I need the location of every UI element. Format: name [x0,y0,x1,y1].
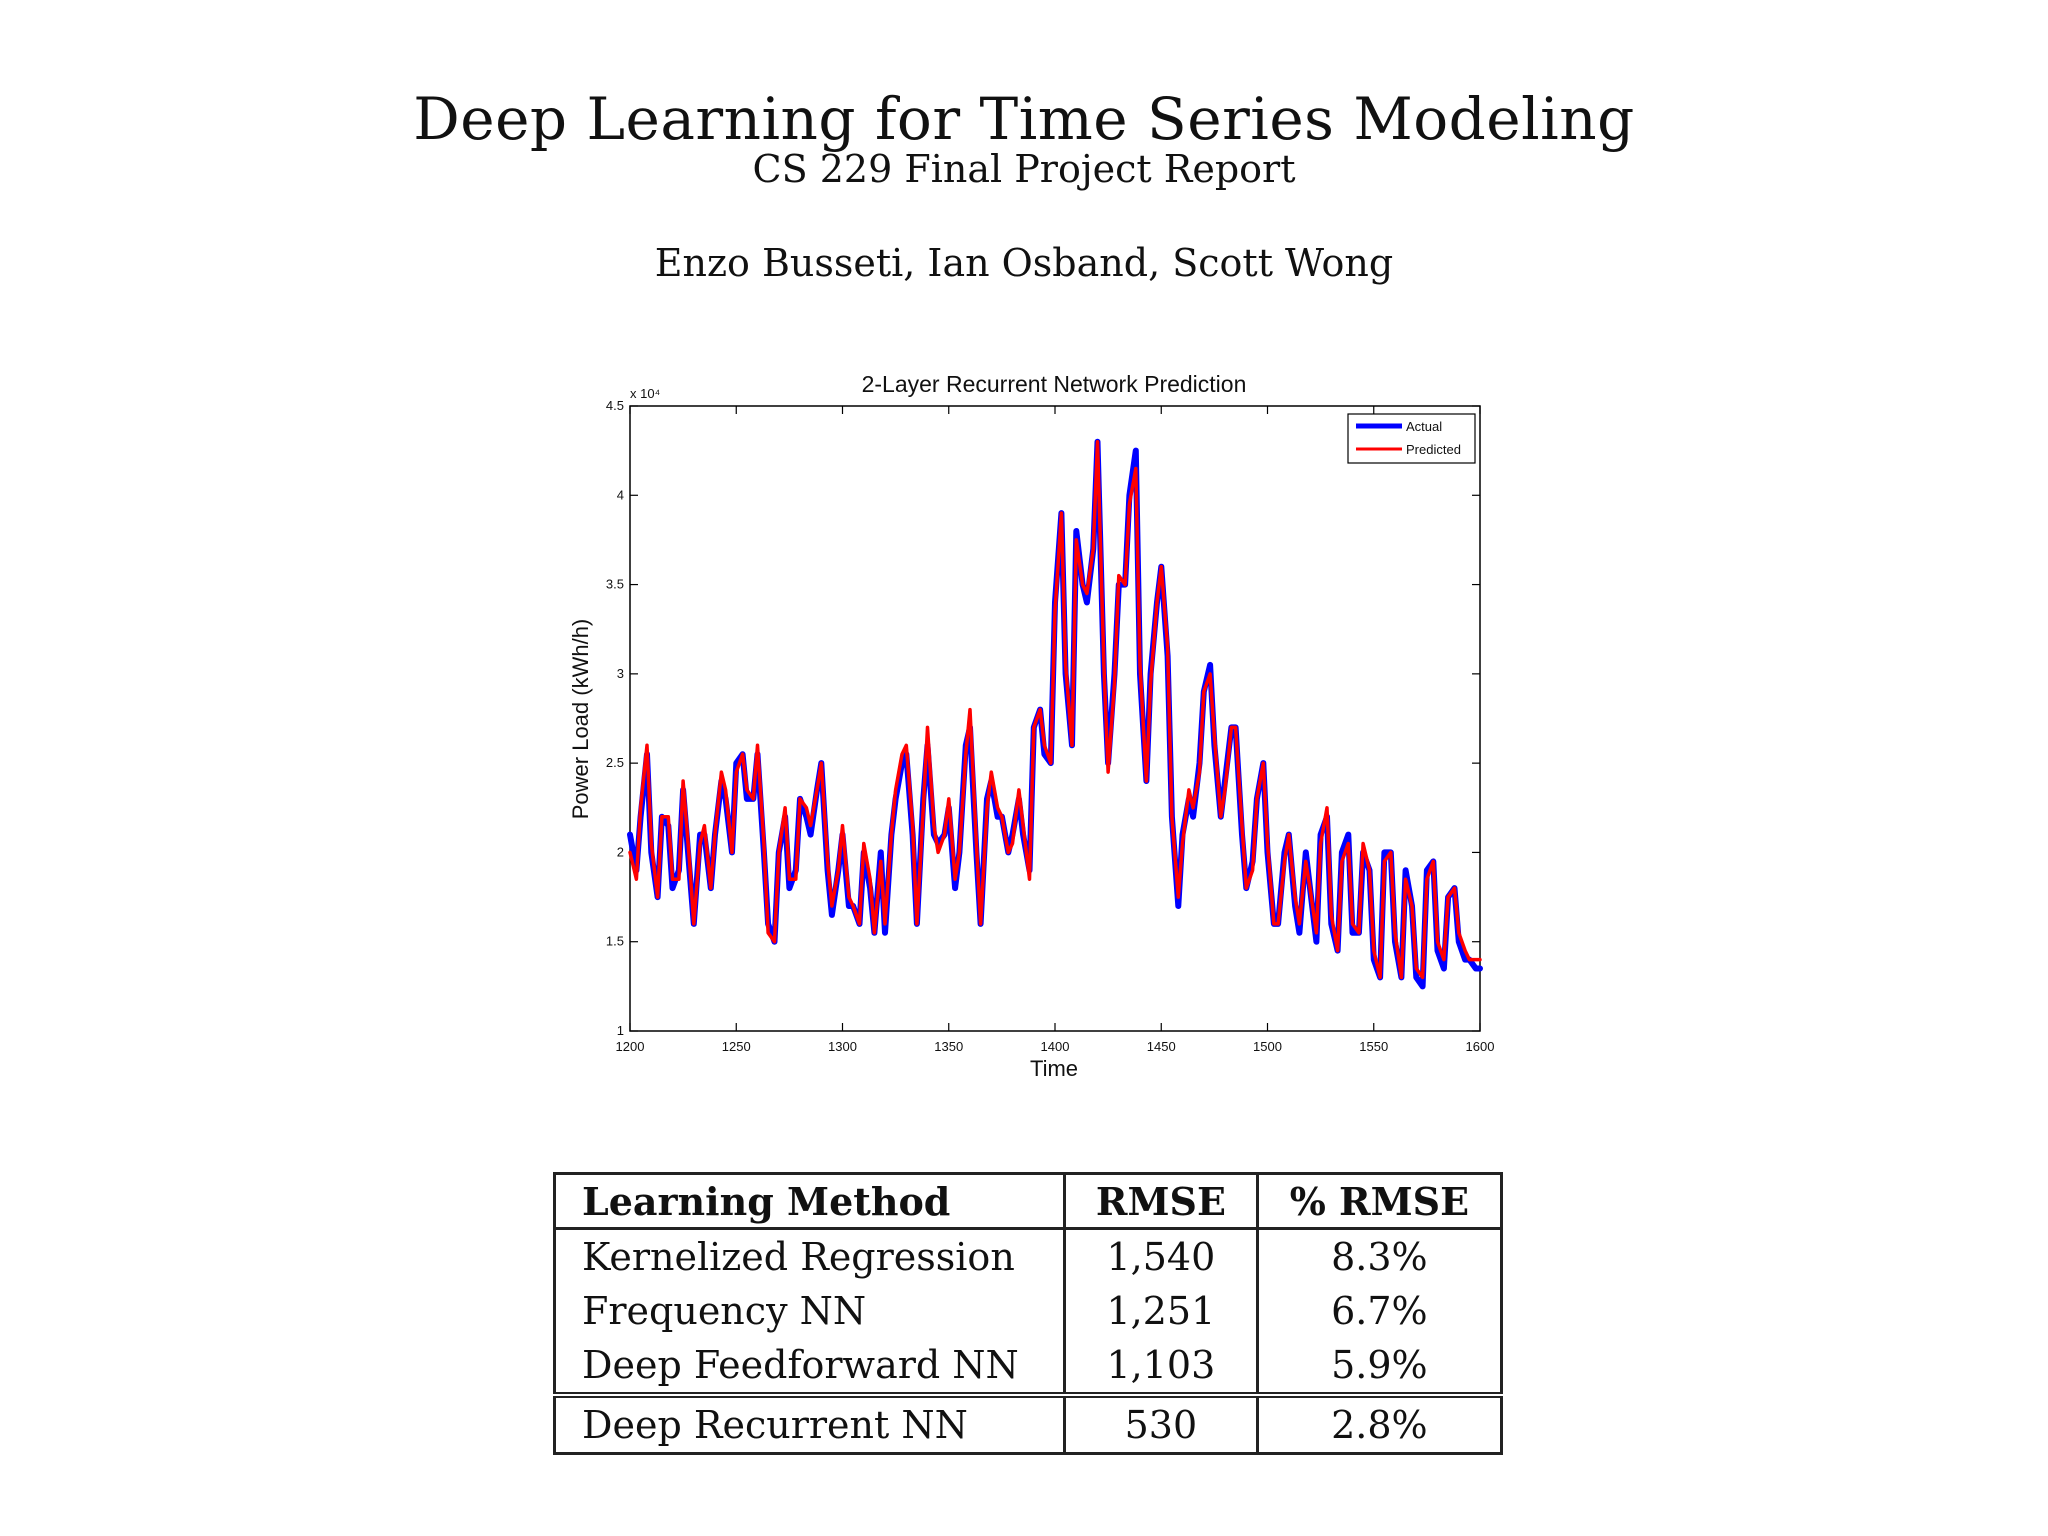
header-rmse: RMSE [1065,1174,1258,1229]
prediction-chart [560,364,1520,1104]
table-row-final [555,1395,1502,1454]
y-tick-label: 2.5 [605,755,624,771]
percent-rmse-cell: 6.7% [1257,1284,1501,1338]
rmse-cell: 1,103 [1065,1338,1258,1395]
y-tick-label: 1 [616,1023,624,1038]
header-percent-rmse: % RMSE [1257,1174,1501,1229]
y-tick-label: 4 [616,487,624,503]
paper-authors: Enzo Busseti, Ian Osband, Scott Wong [654,241,1394,285]
method-cell: Deep Feedforward NN [555,1338,1065,1395]
y-multiplier-label: x 10⁴ [630,386,661,401]
y-axis-label: Power Load (kWh/h) [568,618,593,820]
legend-actual-label: Actual [1406,419,1443,434]
header-learning-method: Learning Method [555,1174,1065,1229]
x-tick-label: 1400 [1040,1039,1070,1054]
table-row [555,1284,1502,1338]
rmse-cell: 1,251 [1065,1284,1258,1338]
y-tick-label: 3.5 [605,576,624,592]
table-row [555,1338,1502,1395]
table-header-row [555,1174,1502,1229]
y-tick-label: 3 [616,665,624,681]
legend-predicted-label: Predicted [1406,442,1461,457]
x-axis-label: Time [1029,1056,1079,1081]
method-cell: Frequency NN [555,1284,1065,1338]
y-tick-label: 2 [616,844,624,860]
rmse-cell: 530 [1065,1395,1258,1454]
percent-rmse-cell: 2.8% [1257,1395,1501,1454]
x-tick-label: 1200 [615,1039,645,1054]
method-cell: Deep Recurrent NN [555,1395,1065,1454]
percent-rmse-cell: 5.9% [1257,1338,1501,1395]
y-tick-label: 1.5 [605,933,624,949]
table-row [555,1229,1502,1285]
x-tick-label: 1450 [1146,1039,1176,1054]
y-tick-label: 4.5 [605,398,624,413]
method-cell: Kernelized Regression [555,1229,1065,1285]
x-tick-label: 1500 [1253,1039,1282,1054]
series-layer [630,442,1480,987]
plot-area [630,406,1480,1031]
x-tick-label: 1300 [828,1039,857,1054]
results-table [553,1172,1503,1455]
x-tick-label: 1600 [1465,1039,1495,1054]
results-table-container [553,1172,1503,1455]
legend [1348,414,1475,463]
x-tick-label: 1550 [1359,1039,1389,1054]
percent-rmse-cell: 8.3% [1257,1229,1501,1285]
rmse-cell: 1,540 [1065,1229,1258,1285]
paper-title: Deep Learning for Time Series Modeling [413,85,1635,153]
chart-title: 2-Layer Recurrent Network Prediction [861,371,1247,397]
paper-subtitle: CS 229 Final Project Report [752,147,1296,191]
x-tick-label: 1250 [721,1039,751,1054]
x-tick-label: 1350 [934,1039,964,1054]
